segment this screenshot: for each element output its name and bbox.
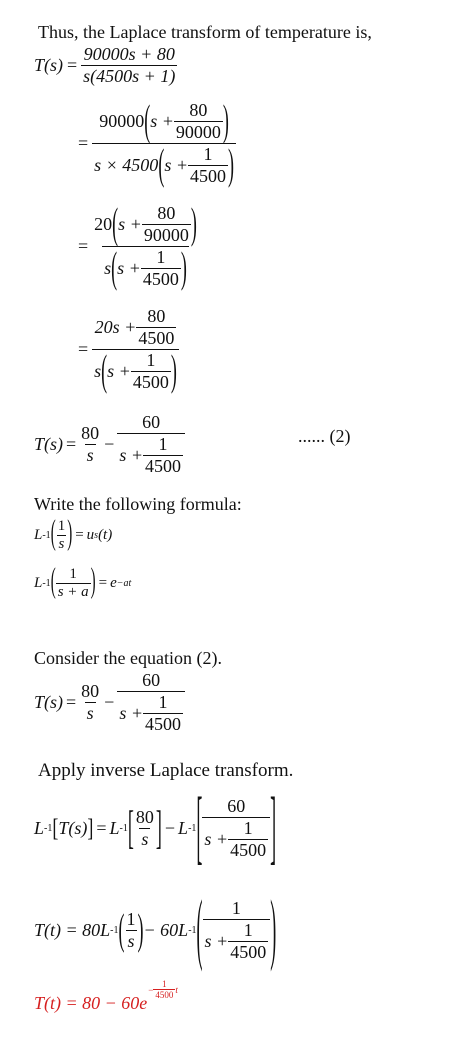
- eq7-bdd: 4500: [230, 840, 267, 860]
- formula-2: L -1 ( $\frac{1}{s + a}$ ) = e −at: [34, 563, 132, 601]
- f1-rhs-arg: (t): [98, 527, 113, 543]
- eq8-inv: -1: [110, 925, 119, 936]
- eq8-bdn: 1: [243, 920, 253, 940]
- eq1-numerator: 90000s + 80: [83, 44, 175, 64]
- eq3-nfd: 90000: [143, 225, 189, 245]
- equation-1: T(s) = $\frac{90000s + 80}{s(4500s + 1)}$: [34, 44, 176, 86]
- eq7-a-n: 80: [135, 807, 154, 827]
- eq6-lhs: T(s): [34, 692, 64, 712]
- eq8-mid: − 60L: [143, 920, 189, 940]
- intro-text: Thus, the Laplace transform of temperature is,: [38, 22, 372, 42]
- eq5-lhs: T(s): [34, 434, 64, 454]
- fraction-eq3: 20 ( s + $\frac{80}{90000}$ ) s ( s + $\frac{1}{4500}$ ): [94, 199, 197, 292]
- equation-4: = 20s + $\frac{80}{4500}$ s ( s + $\frac{1}{4500}$ ): [78, 306, 177, 395]
- equation-7: L -1 [ T(s) ] = L -1 [ $\frac{80}{s}$ ] − L -1 [ 60 s + $\frac{1}{4500}$ ]: [34, 780, 277, 873]
- eq7-inv2: -1: [119, 823, 128, 834]
- eq4-dfd: 4500: [132, 372, 169, 392]
- eq5-b-d-pre: s +: [119, 445, 143, 465]
- f1-d: s: [58, 536, 65, 552]
- eq4-den-pre: s: [94, 361, 102, 381]
- f1-rhs-sub: s: [94, 530, 99, 541]
- equation-tag-2: ...... (2): [298, 426, 351, 446]
- eq6-a-n: 80: [81, 681, 100, 701]
- eq3-den-s: s +: [117, 258, 141, 278]
- eq2-dfn: 1: [203, 144, 213, 164]
- eq5-bdd: 4500: [144, 456, 181, 476]
- eq8-lhs: T(t) = 80L: [34, 920, 111, 940]
- f1-rhs: u: [86, 527, 95, 543]
- equation-2: = 90000 ( s + $\frac{80}{90000}$ ) s × 4500 ( s + $\frac{1}{4500}$ ): [78, 96, 234, 189]
- eq7-L2: L: [109, 818, 120, 838]
- fraction-eq1: [81, 44, 177, 87]
- eq2-den-s: s +: [164, 155, 188, 175]
- eq3-num-s: s +: [118, 214, 142, 234]
- eq5-a-n: 80: [81, 423, 100, 443]
- eq8-n: 1: [126, 909, 136, 929]
- eq7-bdn: 1: [243, 818, 253, 838]
- eq5-bdn: 1: [158, 434, 168, 454]
- eq7-inv3: -1: [188, 823, 197, 834]
- eq9-exp-t: t: [175, 984, 178, 995]
- eq4-num-pre: 20s +: [94, 317, 137, 337]
- f1-L: L: [34, 527, 43, 543]
- eq3-dfn: 1: [156, 247, 166, 267]
- eq1-denominator: s(4500s + 1): [83, 66, 176, 86]
- eq6-b-n: 60: [142, 670, 161, 690]
- eq4-dfn: 1: [146, 350, 156, 370]
- eq2-nfn: 80: [189, 100, 208, 120]
- eq8-bdd: 4500: [230, 942, 267, 962]
- equation-8: T(t) = 80L -1 ( $\frac{1}{s}$ ) − 60L -1 ( 1 s + $\frac{1}{4500}$ ): [34, 884, 277, 973]
- eq5-b-n: 60: [142, 412, 161, 432]
- lhs-T-s: T(s): [34, 55, 64, 75]
- eq9-exponent: − $\frac{1}{4500}$ t: [148, 979, 178, 1000]
- equation-5: T(s) = $\frac{80}{s}$ − 60 s + $\frac{1}{4500}$: [34, 412, 185, 477]
- eq6-a-d: s: [86, 703, 94, 723]
- f2-rhs-sup: −at: [116, 578, 132, 589]
- fraction-eq2: 90000 ( s + $\frac{80}{90000}$ ) s × 4500 ( s + $\frac{1}{4500}$ ): [94, 96, 234, 189]
- eq8-d: s: [127, 931, 135, 951]
- eq2-den-pre: s × 4500: [94, 155, 159, 175]
- eq7-a-d: s: [141, 829, 149, 849]
- f2-rhs: e: [110, 575, 117, 591]
- eq8-b-d-pre: s +: [204, 931, 229, 951]
- eq8-b-n: 1: [231, 898, 241, 918]
- equation-3: = 20 ( s + $\frac{80}{90000}$ ) s ( s + $\frac{1}{4500}$ ): [78, 199, 197, 292]
- f2-inv: -1: [42, 578, 51, 589]
- fraction-eq4: 20s + $\frac{80}{4500}$ s ( s + $\frac{1}{4500}$ ): [94, 306, 177, 395]
- eq6-bdd: 4500: [144, 714, 181, 734]
- eq2-num-s: s +: [150, 111, 174, 131]
- eq7-b-d-pre: s +: [204, 829, 229, 849]
- eq6-b-d-pre: s +: [119, 703, 143, 723]
- f2-n: 1: [69, 566, 77, 582]
- eq3-den-pre: s: [104, 258, 112, 278]
- eq5-a-d: s: [86, 445, 94, 465]
- eq4-nfn: 80: [147, 306, 166, 326]
- apply-text: Apply inverse Laplace transform.: [38, 760, 294, 781]
- consider-text: Consider the equation (2).: [34, 648, 222, 668]
- formula-1: L -1 ( $\frac{1}{s}$ ) = u s (t): [34, 515, 113, 553]
- eq9-exp-n: 1: [162, 979, 167, 989]
- formula-heading: Write the following formula:: [34, 494, 242, 514]
- eq7-L3: L: [178, 818, 189, 838]
- eq9-exp-d: 4500: [155, 990, 174, 1000]
- eq3-coef: 20: [94, 214, 113, 234]
- f2-d: s + a: [57, 584, 89, 600]
- eq4-nfd: 4500: [138, 328, 175, 348]
- eq3-nfn: 80: [157, 203, 176, 223]
- eq2-dfd: 4500: [189, 166, 226, 186]
- eq9-lhs: T(t) = 80 − 60e: [34, 993, 148, 1013]
- eq6-bdn: 1: [158, 692, 168, 712]
- f2-L: L: [34, 575, 43, 591]
- f1-inv: -1: [42, 530, 51, 541]
- equation-9-result: [34, 979, 178, 1014]
- eq7-arg: T(s): [58, 818, 88, 838]
- equation-6: T(s) = $\frac{80}{s}$ − 60 s + $\frac{1}{4500}$: [34, 670, 185, 735]
- eq4-den-s: s +: [107, 361, 131, 381]
- eq7-inv: -1: [44, 823, 53, 834]
- eq7-L: L: [34, 818, 45, 838]
- eq2-coef: 90000: [99, 111, 145, 131]
- f1-n: 1: [57, 518, 66, 534]
- eq7-b-n: 60: [227, 796, 246, 816]
- eq8-inv2: -1: [188, 925, 197, 936]
- eq3-dfd: 4500: [142, 269, 179, 289]
- eq2-nfd: 90000: [175, 122, 221, 142]
